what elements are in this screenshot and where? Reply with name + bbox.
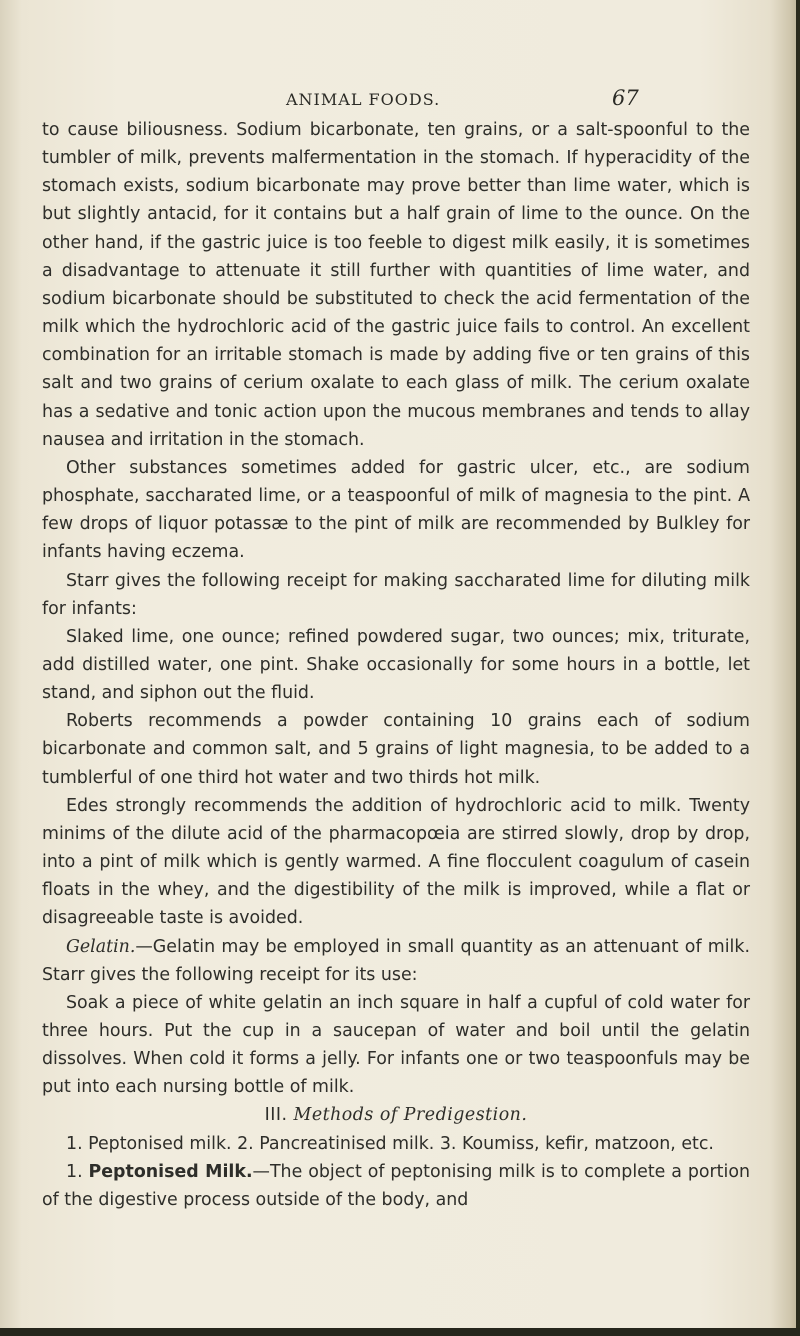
body-text	[42, 116, 750, 1214]
section-title: Methods of Predigestion.	[293, 1105, 528, 1126]
paragraph-slaked-lime: Slaked lime, one ounce; refined powdered sugar, two ounces; mix, triturate, add distilled water, one pint. Shake occasionally for some hours in a bottle, let stand, and siphon out the fluid.	[42, 626, 750, 704]
section-heading	[42, 1101, 750, 1129]
peptonised-text: —The object of peptonising milk is to complete a portion of the digestive process outside of the body, and	[42, 1161, 750, 1210]
page-edge-right	[796, 0, 800, 1336]
paragraph-soak-gelatin: Soak a piece of white gelatin an inch square in half a cupful of cold water for three hours. Put the cup in a saucepan of water and boil until the gelatin dissolves. When cold it forms a jelly. For infants one or two teaspoonfuls may be put into each nursing bottle of milk.	[42, 992, 750, 1098]
peptonised-lead: Peptonised Milk.	[88, 1161, 253, 1182]
page-number: 67	[612, 86, 639, 110]
page-edge-bottom	[0, 1328, 800, 1336]
peptonised-number: 1.	[66, 1161, 83, 1182]
page-header	[0, 88, 800, 118]
methods-list: 1. Peptonised milk. 2. Pancreatinised milk. 3. Koumiss, kefir, matzoon, etc.	[66, 1133, 714, 1154]
running-title: ANIMAL FOODS.	[286, 90, 441, 109]
gelatin-lead: Gelatin.	[66, 936, 136, 957]
gelatin-text: —Gelatin may be employed in small quantity as an attenuant of milk. Starr gives the following receipt for its use:	[42, 936, 750, 985]
paragraph-other-substances: Other substances sometimes added for gastric ulcer, etc., are sodium phosphate, saccharated lime, or a teaspoonful of milk of magnesia to the pint. A few drops of liquor potassæ to the pint of milk are recommended by Bulkley for infants having eczema.	[42, 457, 750, 563]
paragraph-edes: Edes strongly recommends the addition of hydrochloric acid to milk. Twenty minims of the dilute acid of the pharmacopœia are stirred slowly, drop by drop, into a pint of milk which is gently warmed. A fine flocculent coagulum of casein floats in the whey, and the digestibility of the milk is improved, while a flat or disagreeable taste is avoided.	[42, 795, 750, 929]
paragraph-starr-receipt: Starr gives the following receipt for making saccharated lime for diluting milk for infants:	[42, 570, 750, 619]
paragraph-biliousness: to cause biliousness. Sodium bicarbonate, ten grains, or a salt-spoonful to the tumbler of milk, prevents malfermentation in the stomach. If hyperacidity of the stomach exists, sodium bicarbonate may prove better than lime water, which is but slightly antacid, for it contains but a half grain of lime to the ounce. On the other hand, if the gastric juice is too feeble to digest milk easily, it is sometimes a disadvantage to attenuate it still further with quantities of lime water, and sodium bicarbonate should be substituted to check the acid fermentation of the milk which the hydrochloric acid of the gastric juice fails to control. An excellent combination for an irritable stomach is made by adding five or ten grains of this salt and two grains of cerium oxalate to each glass of milk. The cerium oxalate has a sedative and tonic action upon the mucous membranes and tends to allay nausea and irritation in the stomach.	[42, 120, 750, 450]
paragraph-peptonised	[42, 1158, 750, 1214]
paragraph-gelatin	[42, 933, 750, 989]
paragraph-roberts: Roberts recommends a powder containing 10 grains each of sodium bicarbonate and common salt, and 5 grains of light magnesia, to be added to a tumblerful of one third hot water and two thirds hot milk.	[42, 711, 750, 788]
section-numeral: III.	[264, 1105, 288, 1126]
